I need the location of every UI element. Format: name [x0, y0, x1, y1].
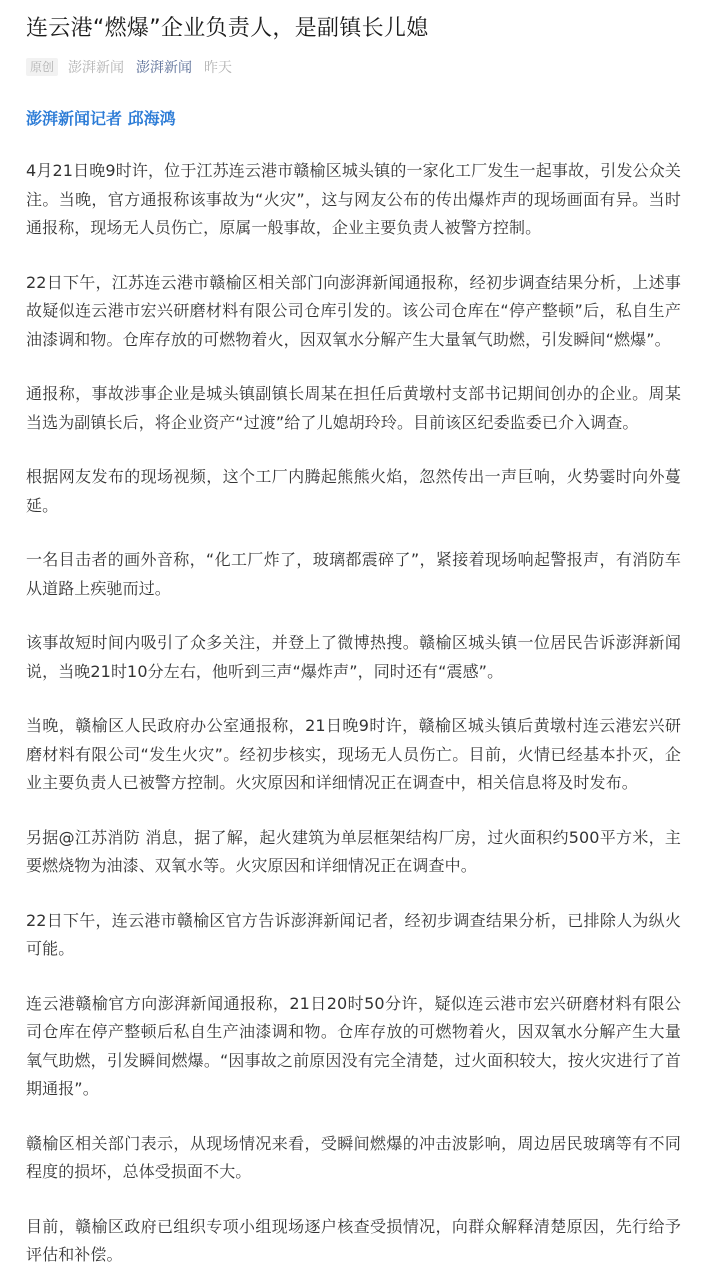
paragraph-8: 另据@江苏消防 消息，据了解，起火建筑为单层框架结构厂房，过火面积约500平方米，主要燃烧物为油漆、双氧水等。火灾原因和详细情况正在调查中。: [26, 827, 681, 875]
paragraph-10: 连云港赣榆官方向澎湃新闻通报称，21日20时50分许，疑似连云港市宏兴研磨材料有限公司仓库在停产整顿后私自生产油漆调和物。仓库存放的可燃物着火，因双氧水分解产生大量氧气助燃，引发瞬间燃爆。“因事故之前原因没有完全清楚，过火面积较大，按火灾进行了首期通报”。: [26, 993, 681, 1098]
paragraph-11: 赣榆区相关部门表示，从现场情况来看，受瞬间燃爆的冲击波影响，周边居民玻璃等有不同程度的损坏，总体受损面不大。: [26, 1133, 681, 1181]
account-link[interactable]: 澎湃新闻: [136, 60, 193, 76]
byline: 澎湃新闻记者 邱海鸿: [26, 109, 176, 128]
article-meta: [26, 56, 681, 78]
paragraph-2: 22日下午，江苏连云港市赣榆区相关部门向澎湃新闻通报称，经初步调查结果分析，上述事故疑似连云港市宏兴研磨材料有限公司仓库引发的。该公司仓库在“停产整顿”后，私自生产油漆调和物。仓库存放的可燃物着火，因双氧水分解产生大量氧气助燃，引发瞬间“燃爆”。: [26, 272, 681, 349]
publish-time: 昨天: [204, 60, 233, 76]
original-badge: 原创: [26, 58, 58, 76]
paragraph-7: 当晚，赣榆区人民政府办公室通报称，21日晚9时许，赣榆区城头镇后黄墩村连云港宏兴研磨材料有限公司“发生火灾”。经初步核实，现场无人员伤亡。目前，火情已经基本扑灭，企业主要负责人已被警方控制。火灾原因和详细情况正在调查中，相关信息将及时发布。: [26, 716, 681, 792]
paragraph-6: 该事故短时间内吸引了众多关注，并登上了微博热搜。赣榆区城头镇一位居民告诉澎湃新闻说，当晚21时10分左右，他听到三声“爆炸声”，同时还有“震感”。: [26, 633, 681, 681]
paragraph-9: 22日下午，连云港市赣榆区官方告诉澎湃新闻记者，经初步调查结果分析，已排除人为纵火可能。: [26, 910, 681, 958]
article-title: 连云港“燃爆”企业负责人，是副镇长儿媳: [26, 16, 429, 41]
paragraph-4: 根据网友发布的现场视频，这个工厂内腾起熊熊火焰，忽然传出一声巨响，火势霎时向外蔓延。: [26, 467, 681, 515]
paragraph-5: 一名目击者的画外音称，“化工厂炸了，玻璃都震碎了”，紧接着现场响起警报声，有消防车从道路上疾驰而过。: [26, 550, 681, 598]
paragraph-1: 4月21日晚9时许，位于江苏连云港市赣榆区城头镇的一家化工厂发生一起事故，引发公众关注。当晚，官方通报称该事故为“火灾”，这与网友公布的传出爆炸声的现场画面有异。当时通报称，现场无人员伤亡，原属一般事故，企业主要负责人被警方控制。: [26, 161, 681, 237]
paragraph-3: 通报称，事故涉事企业是城头镇副镇长周某在担任后黄墩村支部书记期间创办的企业。周某当选为副镇长后，将企业资产“过渡”给了儿媳胡玲玲。目前该区纪委监委已介入调查。: [26, 384, 681, 432]
article-body: [26, 105, 681, 1270]
paragraph-12: 目前，赣榆区政府已组织专项小组现场逐户核查受损情况，向群众解释清楚原因，先行给予评估和补偿。: [26, 1216, 681, 1264]
source-name: 澎湃新闻: [68, 60, 125, 76]
